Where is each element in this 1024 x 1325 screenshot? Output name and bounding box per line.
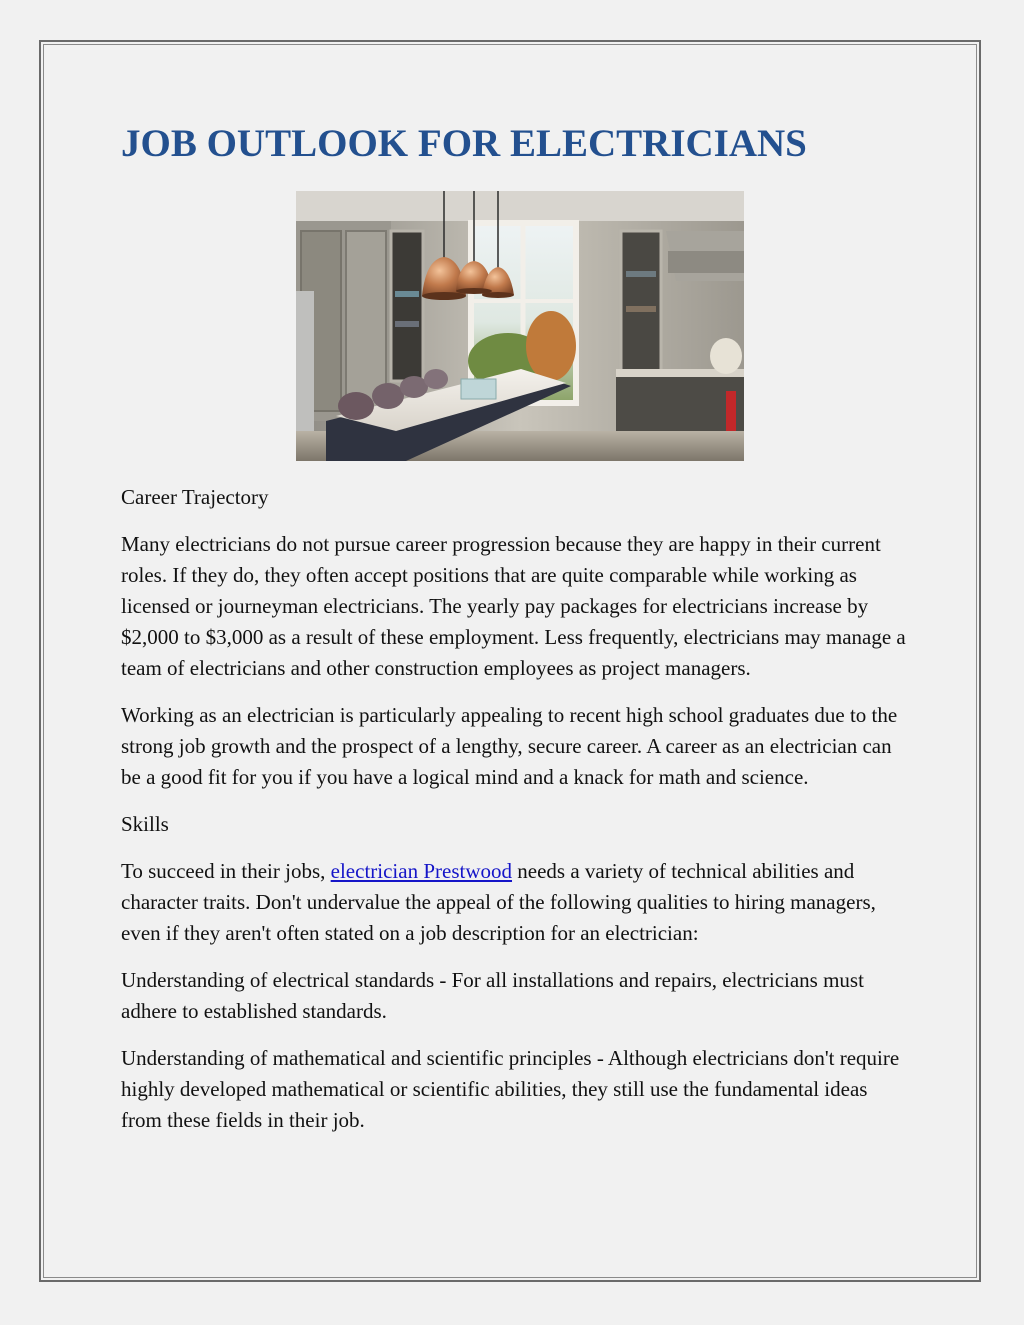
- paragraph-skill-math-science: Understanding of mathematical and scientific principles - Although electricians don't require highly developed mathematical or scientific abilities, they still use the fundamental ideas from these fields in their job.: [121, 1046, 900, 1132]
- paragraph-career-1: Many electricians do not pursue career progression because they are happy in their current roles. If they do, they often accept positions that are quite comparable while working as licensed or journeyman electricians. The yearly pay packages for electricians increase by $2,000 to $3,000 as a result of these employment. Less frequently, electricians may manage a team of electricians and other construction employees as project managers.: [121, 532, 906, 680]
- section-heading-career: Career Trajectory: [121, 485, 269, 509]
- document-content: [121, 118, 911, 1132]
- paragraph-career-2: Working as an electrician is particularly appealing to recent high school graduates due to the strong job growth and the prospect of a lengthy, secure career. A career as an electrician can be a good fit for you if you have a logical mind and a knack for math and science.: [121, 703, 898, 789]
- page-title: JOB OUTLOOK FOR ELECTRICIANS: [121, 122, 807, 165]
- kitchen-photo: [296, 191, 744, 461]
- section-heading-skills: Skills: [121, 812, 169, 836]
- paragraph-skill-standards: Understanding of electrical standards - For all installations and repairs, electricians must adhere to established standards.: [121, 968, 864, 1023]
- electrician-prestwood-link[interactable]: electrician Prestwood: [330, 859, 513, 883]
- skills-intro-after: needs a variety of technical abilities and character traits. Don't undervalue the appeal of the following qualities to hiring managers, even if they aren't often stated on a job description for an electrician:: [121, 859, 876, 945]
- skills-intro-before: To succeed in their jobs,: [121, 859, 331, 883]
- kitchen-photo-illustration: [296, 191, 744, 461]
- paragraph-skills-intro: [121, 856, 911, 949]
- article-body: [121, 482, 911, 1152]
